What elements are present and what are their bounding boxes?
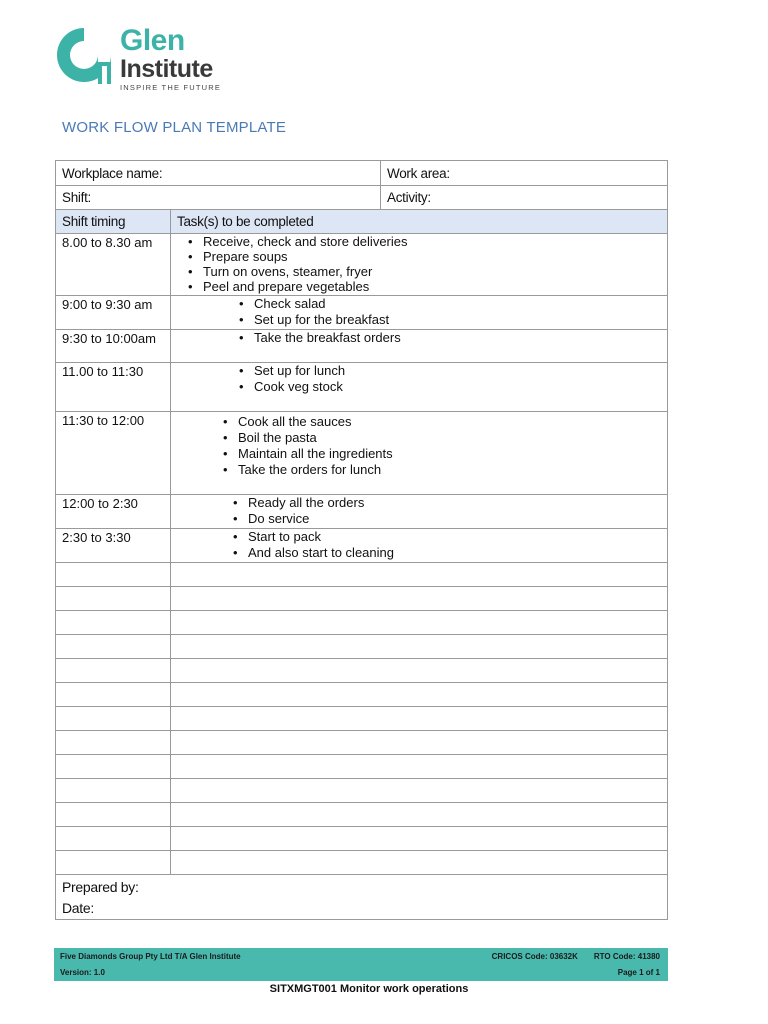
document-title: WORK FLOW PLAN TEMPLATE — [62, 119, 287, 136]
table-row — [56, 234, 668, 296]
task-cell[interactable] — [171, 529, 668, 563]
empty-row — [56, 707, 668, 731]
activity-label: Activity: — [387, 190, 431, 205]
task-cell[interactable] — [171, 827, 668, 851]
task-cell[interactable] — [171, 707, 668, 731]
task-item: • Check salad — [254, 296, 661, 312]
task-cell[interactable] — [171, 635, 668, 659]
task-cell[interactable] — [171, 803, 668, 827]
task-item: • Set up for lunch — [254, 363, 661, 379]
task-list — [177, 234, 661, 294]
task-cell[interactable] — [171, 363, 668, 412]
task-item: • And also start to cleaning — [248, 545, 661, 561]
version-label: Version: 1.0 — [60, 968, 105, 977]
shift-time-cell[interactable]: 9:00 to 9:30 am — [56, 296, 171, 330]
shift-time-cell[interactable]: 9:30 to 10:00am — [56, 330, 171, 363]
task-item: • Ready all the orders — [248, 495, 661, 511]
task-item: • Prepare soups — [203, 249, 661, 264]
glen-institute-logo — [54, 24, 244, 90]
task-cell[interactable] — [171, 330, 668, 363]
empty-row — [56, 731, 668, 755]
task-list — [177, 412, 661, 478]
logo-tagline: INSPIRE THE FUTURE — [120, 83, 222, 92]
task-list — [177, 495, 661, 527]
cricos-code: CRICOS Code: 03632K — [491, 952, 578, 961]
workplace-name-field[interactable] — [56, 161, 381, 186]
task-cell[interactable] — [171, 779, 668, 803]
rto-code: RTO Code: 41380 — [593, 952, 660, 961]
empty-row — [56, 779, 668, 803]
empty-row — [56, 803, 668, 827]
empty-row — [56, 611, 668, 635]
table-row — [56, 495, 668, 529]
work-area-label: Work area: — [387, 165, 450, 181]
table-row — [56, 529, 668, 563]
shift-time-cell[interactable] — [56, 611, 171, 635]
logo-line2: Institute — [120, 55, 213, 83]
task-item: • Receive, check and store deliveries — [203, 234, 661, 249]
shift-time-cell[interactable] — [56, 707, 171, 731]
shift-time-cell[interactable]: 11.00 to 11:30 — [56, 363, 171, 412]
workplace-name-label: Workplace name: — [62, 165, 163, 181]
work-area-field[interactable] — [381, 161, 668, 186]
task-list — [177, 296, 661, 328]
table-row — [56, 363, 668, 412]
task-cell[interactable] — [171, 731, 668, 755]
task-cell[interactable] — [171, 563, 668, 587]
shift-time-cell[interactable] — [56, 803, 171, 827]
empty-row — [56, 563, 668, 587]
footer-bar — [54, 948, 668, 981]
page-number: Page 1 of 1 — [617, 968, 660, 977]
shift-time-cell[interactable]: 11:30 to 12:00 — [56, 412, 171, 495]
empty-row — [56, 635, 668, 659]
date-label: Date: — [62, 900, 94, 916]
logo-line1: Glen — [120, 24, 185, 57]
work-flow-table — [55, 160, 668, 920]
empty-row — [56, 827, 668, 851]
task-cell[interactable] — [171, 296, 668, 330]
task-cell[interactable] — [171, 755, 668, 779]
task-cell[interactable] — [171, 234, 668, 296]
shift-field[interactable] — [56, 186, 381, 210]
empty-row — [56, 851, 668, 875]
task-item: • Cook veg stock — [254, 379, 661, 395]
company-name: Five Diamonds Group Pty Ltd T/A Glen Institute — [60, 952, 241, 961]
task-item: • Start to pack — [248, 529, 661, 545]
logo-mark-icon — [54, 24, 120, 88]
task-item: • Peel and prepare vegetables — [203, 279, 661, 294]
empty-row — [56, 587, 668, 611]
tasks-header: Task(s) to be completed — [171, 210, 668, 234]
table-row — [56, 296, 668, 330]
shift-time-cell[interactable] — [56, 779, 171, 803]
activity-field[interactable] — [381, 186, 668, 210]
task-cell[interactable] — [171, 412, 668, 495]
shift-time-cell[interactable]: 8.00 to 8.30 am — [56, 234, 171, 296]
shift-timing-header: Shift timing — [56, 210, 171, 234]
shift-time-cell[interactable] — [56, 731, 171, 755]
shift-time-cell[interactable] — [56, 635, 171, 659]
shift-time-cell[interactable] — [56, 851, 171, 875]
shift-time-cell[interactable] — [56, 563, 171, 587]
task-cell[interactable] — [171, 851, 668, 875]
empty-row — [56, 683, 668, 707]
unit-code: SITXMGT001 Monitor work operations — [269, 983, 469, 995]
table-row — [56, 412, 668, 495]
task-item: • Cook all the sauces — [238, 414, 661, 430]
shift-time-cell[interactable] — [56, 683, 171, 707]
empty-row — [56, 659, 668, 683]
task-cell[interactable] — [171, 611, 668, 635]
shift-time-cell[interactable] — [56, 755, 171, 779]
task-item: • Set up for the breakfast — [254, 312, 661, 328]
task-cell[interactable] — [171, 495, 668, 529]
task-item: • Do service — [248, 511, 661, 527]
shift-label: Shift: — [62, 190, 91, 205]
shift-time-cell[interactable] — [56, 659, 171, 683]
table-row — [56, 330, 668, 363]
shift-time-cell[interactable]: 12:00 to 2:30 — [56, 495, 171, 529]
task-cell[interactable] — [171, 683, 668, 707]
task-cell[interactable] — [171, 587, 668, 611]
sign-off-cell[interactable] — [56, 875, 668, 920]
shift-time-cell[interactable] — [56, 587, 171, 611]
shift-time-cell[interactable] — [56, 827, 171, 851]
task-item: • Boil the pasta — [238, 430, 661, 446]
task-list — [177, 330, 661, 346]
prepared-by-label: Prepared by: — [62, 879, 139, 895]
task-item: • Turn on ovens, steamer, fryer — [203, 264, 661, 279]
task-list — [177, 363, 661, 395]
task-item: • Take the breakfast orders — [254, 330, 661, 346]
shift-time-cell[interactable]: 2:30 to 3:30 — [56, 529, 171, 563]
empty-row — [56, 755, 668, 779]
task-item: • Maintain all the ingredients — [238, 446, 661, 462]
task-list — [177, 529, 661, 561]
task-cell[interactable] — [171, 659, 668, 683]
task-item: • Take the orders for lunch — [238, 462, 661, 478]
